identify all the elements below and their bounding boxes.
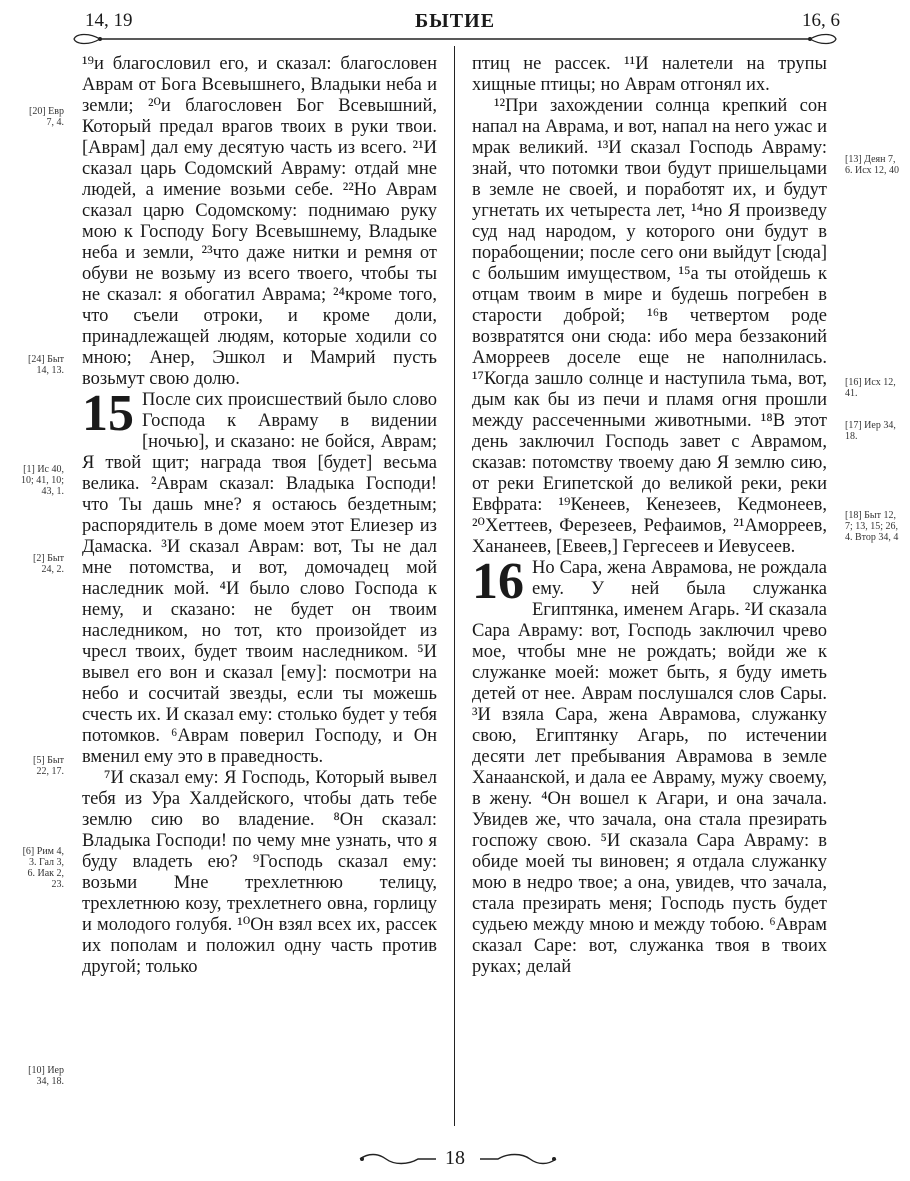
- chapter-15-text: После сих происшествий было слово Господа к Авраму в видении [ночью], и сказано: не бойся, Аврам; Я твой щит; награда твоя [будет] весьма велика. ²Аврам сказал: Владыка Господи! что Ты дашь мне? я остаюсь бездетным; распорядитель в доме моем этот Елиезер из Дамаска. ³И сказал Аврам: вот, Ты не дал мне потомства, и вот, домочадец мой наследник мой. ⁴И было слово Господа к нему, и сказано: не будет он твоим наследником, но тот, кто произойдет из чресл твоих, будет твоим наследником. ⁵И вывел его вон и сказал [ему]: посмотри на небо и сосчитай звезды, если ты можешь счесть их. И сказал ему: столько будет у тебя потомков. ⁶Аврам поверил Господу, и Он вменил ему это в праведность.: [82, 390, 437, 767]
- left-paragraph-1: ¹⁹и благословил его, и сказал: благословен Аврам от Бога Всевышнего, Владыки неба и земли; ²⁰и благословен Бог Всевышний, Который предал врагов твоих в руки твои. [Аврам] дал ему десятую часть из всего. ²¹И сказал царь Содомский Авраму: отдай мне людей, а имение возьми себе. ²²Но Аврам сказал царю Содомскому: поднимаю руку мою к Господу Богу Всевышнему, Владыке неба и земли, ²³что даже нитки и ремня от обуви не возьму из всего твоего, чтобы ты не сказал: я обогатил Аврама; ²⁴кроме того, что съели отроки, и кроме доли, принадлежащей людям, которые ходили со мною; Анер, Эшкол и Мамрий пусть возьмут свою долю.: [82, 54, 437, 389]
- page-number: 18: [445, 1147, 465, 1169]
- cross-ref-2: [2] Быт 24, 2.: [33, 553, 64, 575]
- cross-ref-18: [18] Быт 12, 7; 13, 15; 26, 4. Втор 34, 4: [845, 510, 899, 543]
- cross-ref-16: [16] Исх 12, 41.: [845, 377, 896, 399]
- right-paragraph-2: ¹²При захождении солнца крепкий сон напал на Аврама, и вот, напал на него ужас и мрак великий. ¹³И сказал Господь Авраму: знай, что потомки твои будут пришельцами в земле не своей, и поработят их, и будут угнетать их четыреста лет, ¹⁴но Я произведу суд над народом, у которого они будут в порабощении; после сего они выйдут [сюда] с большим имуществом, ¹⁵а ты отойдешь к отцам твоим в мире и будешь погребен в старости доброй; ¹⁶в четвертом роде возвратятся они сюда: ибо мера беззаконий Аморреев доселе еще не наполнилась. ¹⁷Когда зашло солнце и наступила тьма, вот, дым как бы из печи и пламя огня прошли между рассеченными животными. ¹⁸В этот день заключил Господь завет с Аврамом, сказав: потомству твоему даю Я землю сию, от реки Египетской до великой реки, реки Евфрата: ¹⁹Кенеев, Кенезеев, Кедмонеев, ²⁰Хеттеев, Ферезеев, Рефаимов, ²¹Аморреев, Хананеев, [Евеев,] Гергесеев и Иевусеев.: [472, 96, 827, 557]
- cross-ref-20: [20] Евр 7, 4.: [29, 106, 64, 128]
- header-chapter-verse-end: 16, 6: [802, 10, 840, 31]
- cross-ref-10: [10] Иер 34, 18.: [28, 1065, 64, 1087]
- right-paragraph-3: [472, 553, 827, 978]
- cross-ref-6: [6] Рим 4, 3. Гал 3, 6. Иак 2, 23.: [22, 846, 64, 890]
- cross-ref-17: [17] Иер 34, 18.: [845, 420, 896, 442]
- cross-ref-1: [1] Ис 40, 10; 41, 10; 43, 1.: [20, 464, 64, 497]
- left-paragraph-2: [82, 385, 437, 768]
- chapter-number-16: 16: [472, 553, 524, 610]
- cross-ref-5: [5] Быт 22, 17.: [33, 755, 64, 777]
- right-column: [472, 54, 827, 978]
- page-title: БЫТИЕ: [414, 10, 496, 32]
- header-ornament-rule: [70, 32, 840, 46]
- left-column: [82, 54, 437, 978]
- chapter-number-15: 15: [82, 385, 134, 442]
- footer-ornament-right: [478, 1152, 558, 1166]
- left-paragraph-3: ⁷И сказал ему: Я Господь, Который вывел тебя из Ура Халдейского, чтобы дать тебе землю сию во владение. ⁸Он сказал: Владыка Господи! по чему мне узнать, что я буду владеть ею? ⁹Господь сказал ему: возьми Мне трехлетнюю телицу, трехлетнюю козу, трехлетнего овна, горлицу и молодого голубя. ¹⁰Он взял всех их, рассек их пополам и положил одну часть против другой; только: [82, 768, 437, 977]
- right-paragraph-1: птиц не рассек. ¹¹И налетели на трупы хищные птицы; но Аврам отгонял их.: [472, 54, 827, 95]
- column-divider: [454, 46, 455, 1126]
- header-chapter-verse-start: 14, 19: [85, 10, 133, 31]
- chapter-16-text: Но Сара, жена Аврамова, не рождала ему. У ней была служанка Египтянка, именем Агарь. ²И сказала Сара Авраму: вот, Господь заключил чрево мое, чтобы мне не рождать; войди же к служанке моей: может быть, я буду иметь детей от нее. Аврам послушался слов Сары. ³И взяла Сара, жена Аврамова, служанку свою, Египтянку Агарь, по истечении десяти лет пребывания Аврамова в земле Ханаанской, и дала ее Авраму, мужу своему, в жену. ⁴Он вошел к Агари, и она зачала. Увидев же, что зачала, она стала презирать госпожу свою. ⁵И сказала Сара Авраму: в обиде моей ты виновен; я отдала служанку мою в недро твое; а она, увидев, что зачала, стала презирать меня; Господь пусть будет судьею между мною и между тобою. ⁶Аврам сказал Саре: вот, служанка твоя в твоих руках; делай: [472, 558, 827, 977]
- cross-ref-13: [13] Деян 7, 6. Исх 12, 40: [845, 154, 900, 176]
- cross-ref-24: [24] Быт 14, 13.: [28, 354, 64, 376]
